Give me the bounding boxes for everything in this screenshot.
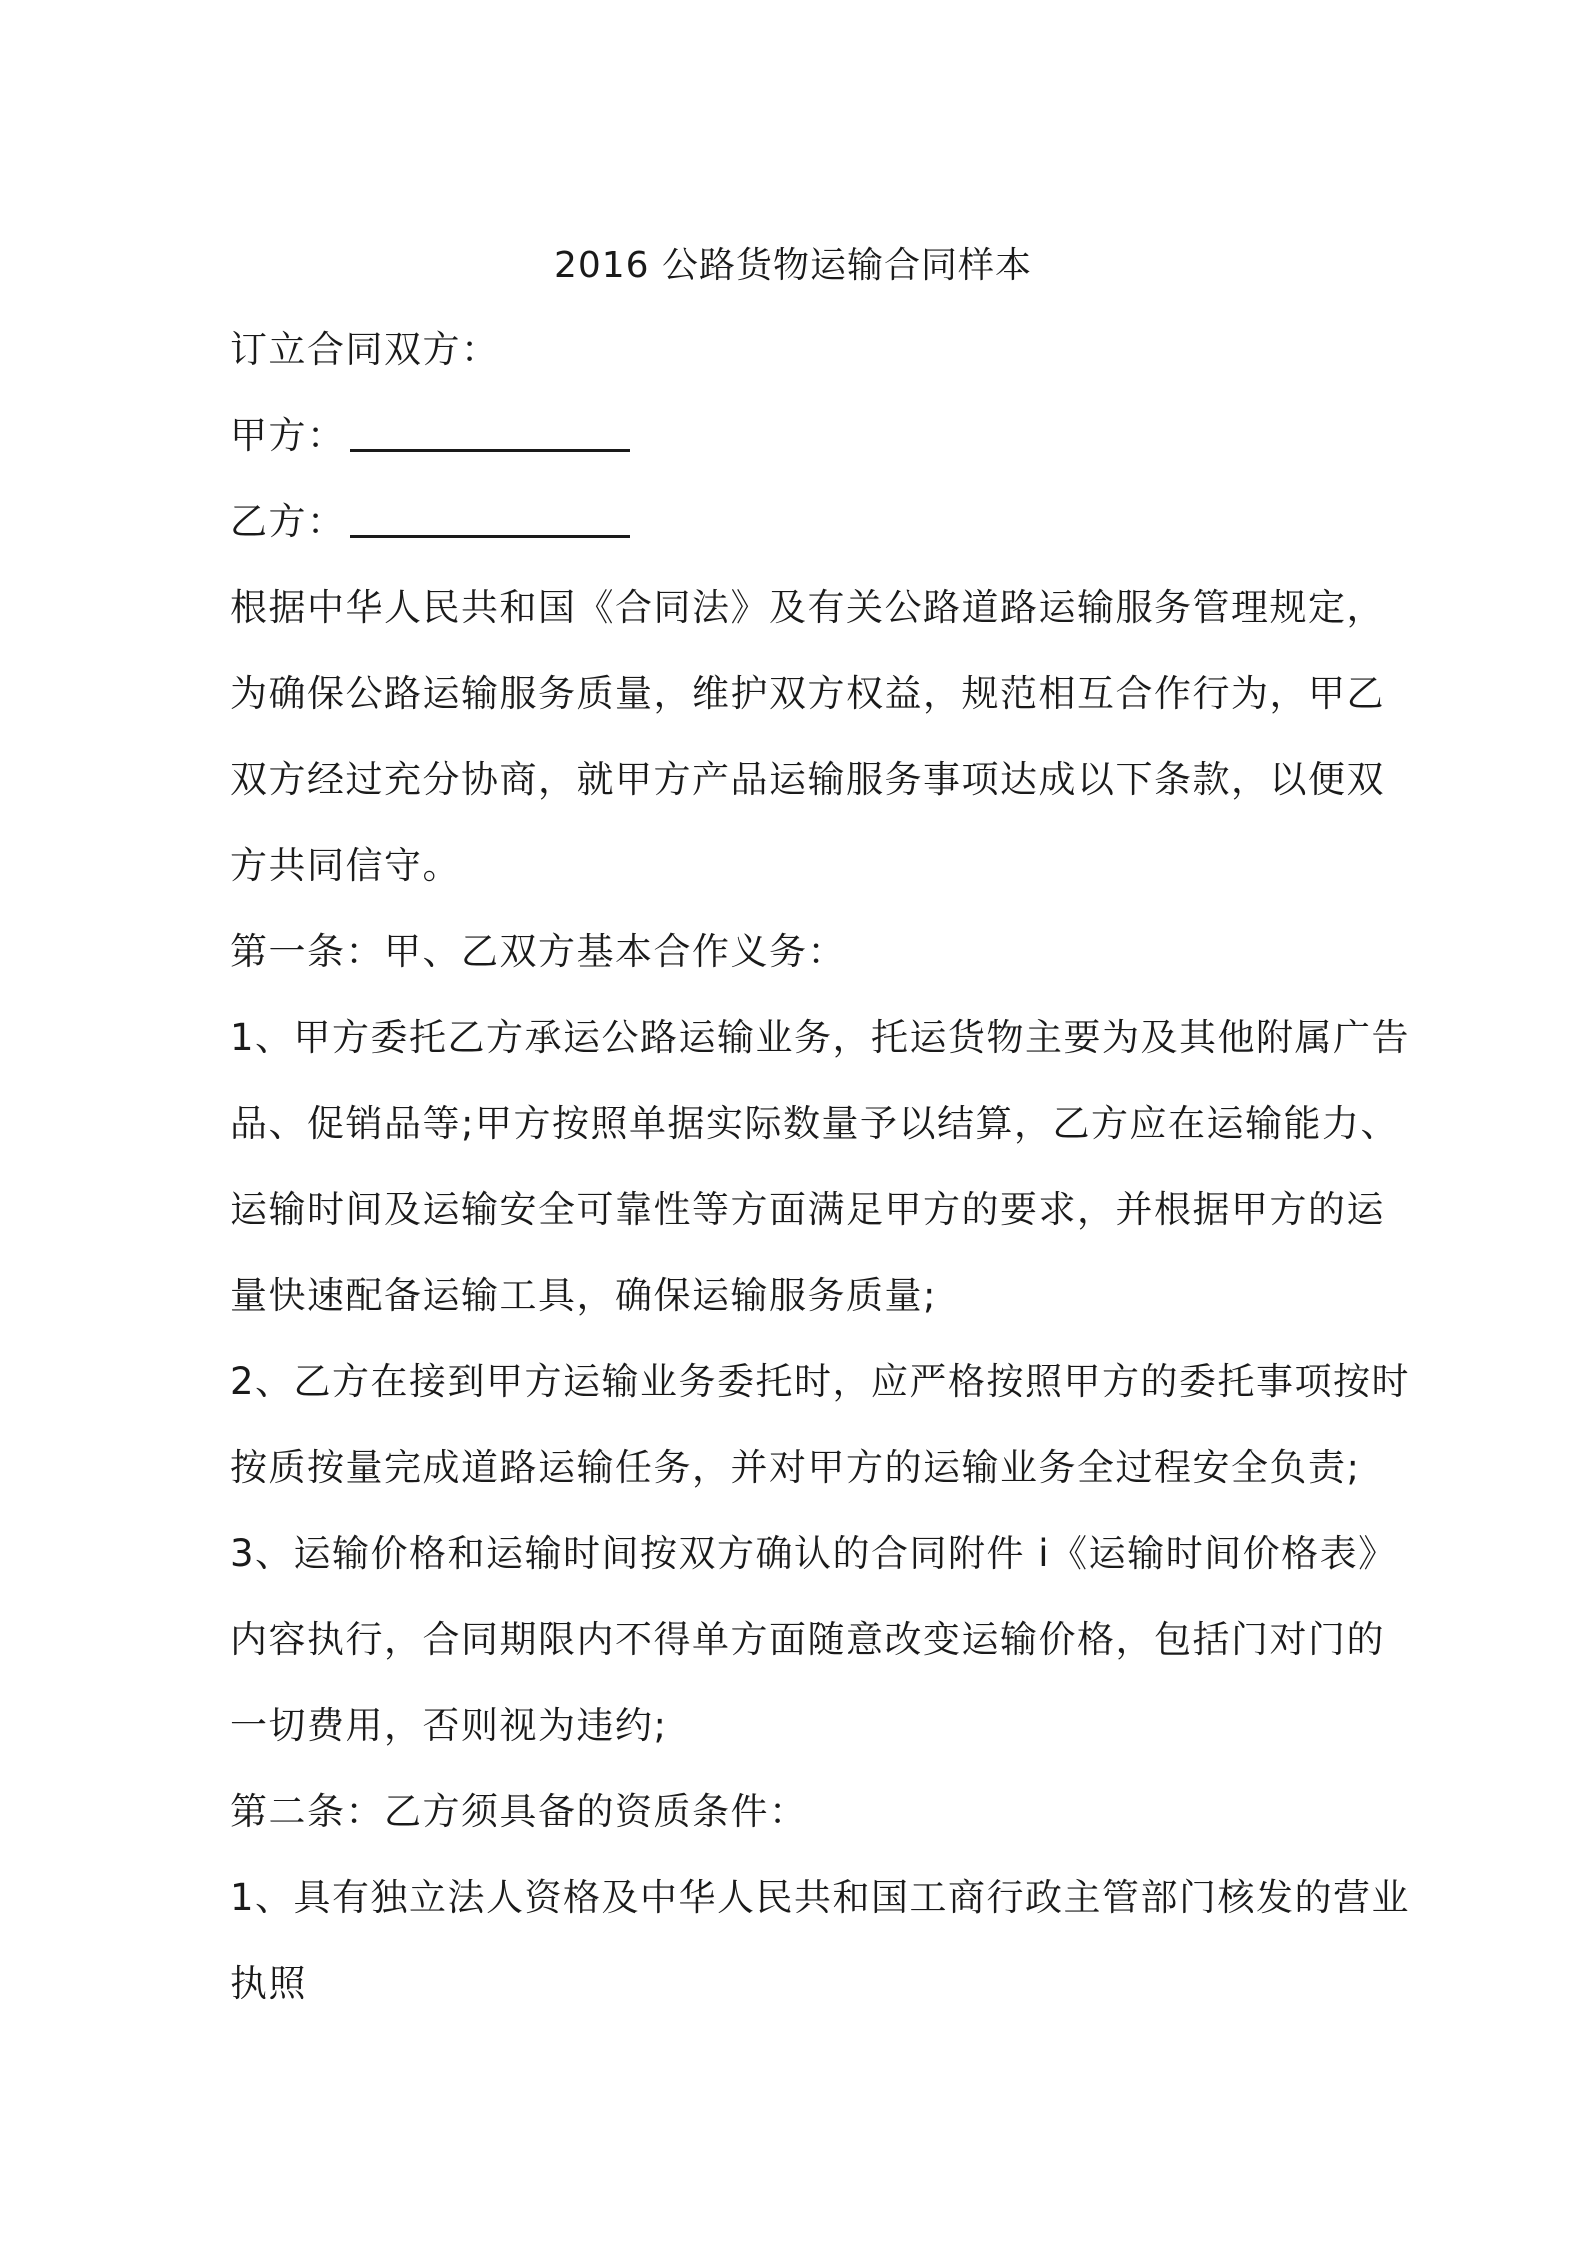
party-a-line	[230, 411, 1370, 461]
paragraph-line: 2、乙方在接到甲方运输业务委托时，应严格按照甲方的委托事项按时	[230, 1360, 1411, 1403]
paragraph-line: 内容执行，合同期限内不得单方面随意改变运输价格，包括门对门的	[230, 1618, 1385, 1661]
article2-heading: 第二条：乙方须具备的资质条件：	[230, 1790, 808, 1833]
party-b-line	[230, 497, 1370, 547]
article1-item1	[230, 1013, 1411, 1321]
paragraph-line: 3、运输价格和运输时间按双方确认的合同附件 i《运输时间价格表》	[230, 1532, 1397, 1575]
party-a-label: 甲方：	[230, 414, 346, 457]
preamble-paragraph	[230, 583, 1385, 891]
party-b-blank	[350, 497, 630, 538]
article2-item1	[230, 1873, 1411, 2009]
document-body	[230, 325, 1411, 2009]
article1-heading: 第一条：甲、乙双方基本合作义务：	[230, 930, 846, 973]
parties-heading: 订立合同双方：	[230, 328, 500, 371]
paragraph-line: 为确保公路运输服务质量，维护双方权益，规范相互合作行为，甲乙	[230, 672, 1385, 715]
paragraph-line: 运输时间及运输安全可靠性等方面满足甲方的要求，并根据甲方的运	[230, 1188, 1385, 1231]
paragraph-line: 按质按量完成道路运输任务，并对甲方的运输业务全过程安全负责;	[230, 1446, 1361, 1489]
party-a-blank	[350, 411, 630, 452]
article1-item2	[230, 1357, 1411, 1493]
article1-item3	[230, 1529, 1397, 1751]
party-b-label: 乙方：	[230, 500, 346, 543]
paragraph-line: 方共同信守。	[230, 844, 461, 887]
paragraph-line: 根据中华人民共和国《合同法》及有关公路道路运输服务管理规定，	[230, 586, 1385, 629]
paragraph-line: 执照	[230, 1962, 307, 2005]
document-title: 2016 公路货物运输合同样本	[553, 245, 1033, 286]
paragraph-line: 品、促销品等;甲方按照单据实际数量予以结算，乙方应在运输能力、	[230, 1102, 1399, 1145]
paragraph-line: 一切费用，否则视为违约;	[230, 1704, 668, 1747]
paragraph-line: 双方经过充分协商，就甲方产品运输服务事项达成以下条款，以便双	[230, 758, 1385, 801]
paragraph-line: 量快速配备运输工具，确保运输服务质量;	[230, 1274, 937, 1317]
paragraph-line: 1、甲方委托乙方承运公路运输业务，托运货物主要为及其他附属广告	[230, 1016, 1411, 1059]
paragraph-line: 1、具有独立法人资格及中华人民共和国工商行政主管部门核发的营业	[230, 1876, 1411, 1919]
